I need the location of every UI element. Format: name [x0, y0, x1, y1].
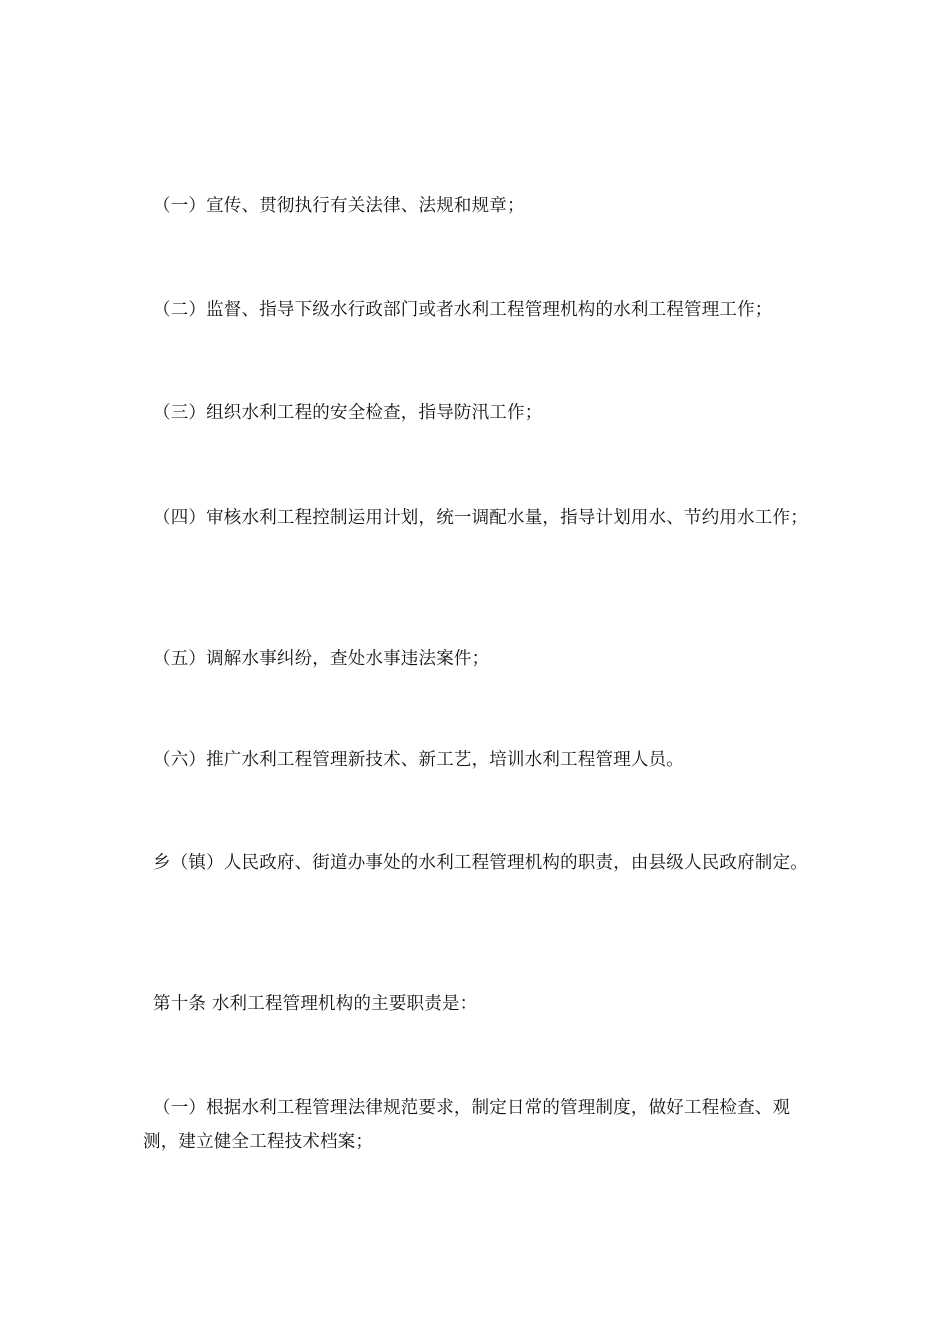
paragraph-township-duties: 乡（镇）人民政府、街道办事处的水利工程管理机构的职责，由县级人民政府制定。	[153, 853, 808, 873]
paragraph-duty-6: （六）推广水利工程管理新技术、新工艺，培训水利工程管理人员。	[153, 750, 684, 770]
paragraph-agency-duty-1: （一）根据水利工程管理法律规范要求，制定日常的管理制度，做好工程检查、观测，建立健全工程技术档案；	[143, 1098, 791, 1152]
paragraph-duty-3: （三）组织水利工程的安全检查，指导防汛工作；	[153, 403, 543, 423]
article-ten-heading: 第十条 水利工程管理机构的主要职责是：	[153, 994, 478, 1014]
paragraph-duty-5: （五）调解水事纠纷，查处水事违法案件；	[153, 649, 490, 669]
paragraph-duty-1: （一）宣传、贯彻执行有关法律、法规和规章；	[153, 196, 525, 216]
paragraph-duty-2: （二）监督、指导下级水行政部门或者水利工程管理机构的水利工程管理工作；	[153, 300, 773, 320]
paragraph-duty-4: （四）审核水利工程控制运用计划，统一调配水量，指导计划用水、节约用水工作；	[153, 508, 808, 528]
